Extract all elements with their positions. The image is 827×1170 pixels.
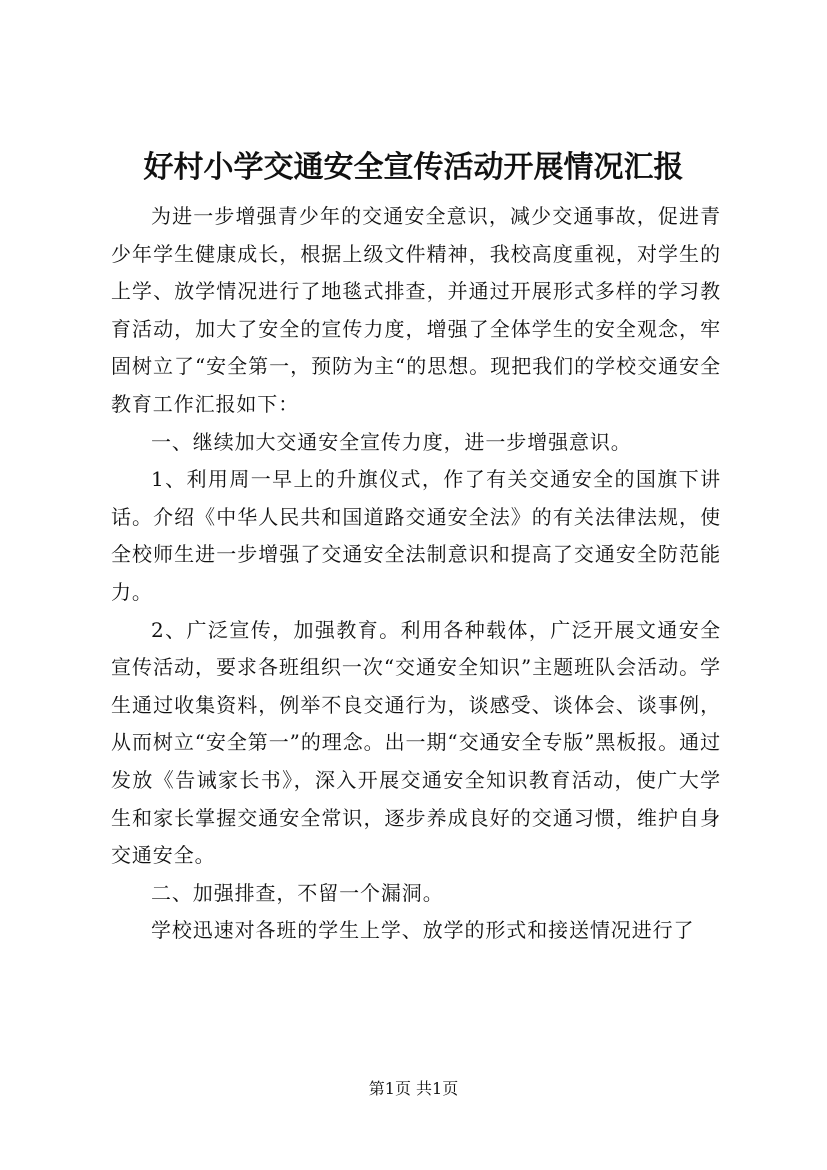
- paragraph-section-1-heading: 一、继续加大交通安全宣传力度，进一步增强意识。: [151, 429, 632, 454]
- paragraph-intro: 为进一步增强青少年的交通安全意识，减少交通事故，促进青少年学生健康成长，根据上级文件精神，我校高度重视，对学生的上学、放学情况进行了地毯式排查，并通过开展形式多样的学习教育活动，加大了安全的宣传力度，增强了全体学生的安全观念，牢固树立了“安全第一，预防为主“的思想。现把我们的学校交通安全教育工作汇报如下：: [111, 204, 721, 416]
- document-body: [111, 198, 721, 950]
- paragraph-item-1: 1、利用周一早上的升旗仪式，作了有关交通安全的国旗下讲话。介绍《中华人民共和国道路交通安全法》的有关法律法规，使全校师生进一步增强了交通安全法制意识和提高了交通安全防范能力。: [111, 467, 721, 604]
- paragraph-section-2-heading: 二、加强排查，不留一个漏洞。: [151, 880, 444, 905]
- paragraph-item-2: 2、广泛宣传，加强教育。利用各种载体，广泛开展文通安全宣传活动，要求各班组织一次“交通安全知识”主题班队会活动。学生通过收集资料，例举不良交通行为，谈感受、谈体会、谈事例，从而树立“安全第一”的理念。出一期“交通安全专版”黑板报。通过发放《告诫家长书》，深入开展交通安全知识教育活动，使广大学生和家长掌握交通安全常识，逐步养成良好的交通习惯，维护自身交通安全。: [111, 617, 721, 868]
- paragraph-section-2-body: 学校迅速对各班的学生上学、放学的形式和接送情况进行了: [151, 918, 695, 943]
- page-footer: 第1页 共1页: [368, 1079, 459, 1098]
- document-title: 好村小学交通安全宣传活动开展情况汇报: [143, 150, 684, 185]
